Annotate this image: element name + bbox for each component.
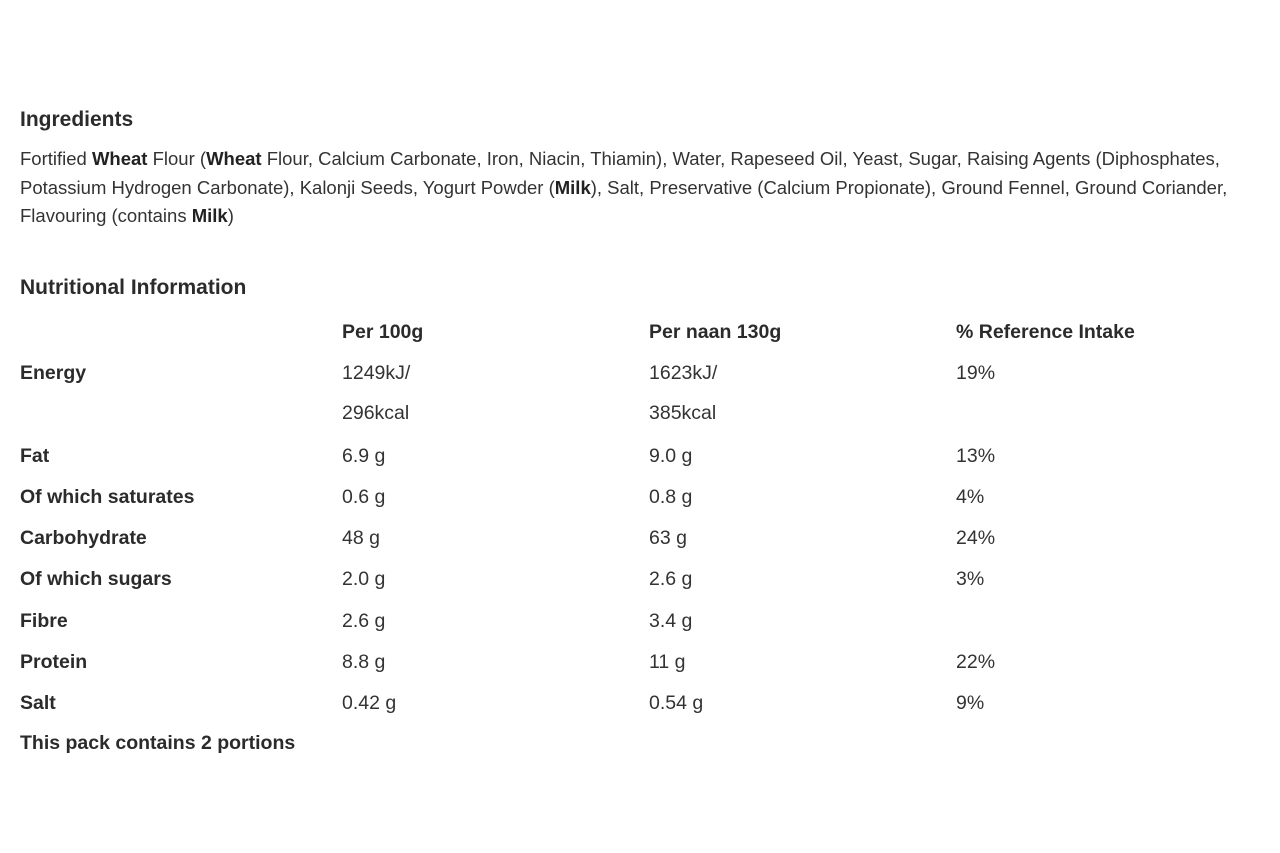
per-serving-value: 385kcal — [649, 402, 717, 424]
per-serving-value: 2.6 g — [649, 568, 693, 590]
ingredient-text: ) — [227, 205, 234, 226]
per-100g-value: 0.42 g — [342, 692, 397, 714]
ingredients-text — [20, 145, 1275, 231]
per-100g-value: 2.6 g — [342, 610, 386, 632]
column-header-reference-intake: % Reference Intake — [956, 321, 1135, 343]
per-serving-value: 63 g — [649, 527, 687, 549]
nutrient-label: Protein — [20, 651, 88, 673]
reference-intake-value: 13% — [956, 445, 996, 467]
per-serving-value: 0.54 g — [649, 692, 704, 714]
per-serving-value: 0.8 g — [649, 486, 693, 508]
allergen-text: Milk — [191, 205, 228, 226]
nutrition-heading: Nutritional Information — [20, 276, 247, 299]
per-100g-value: 0.6 g — [342, 486, 386, 508]
nutrient-label: Of which sugars — [20, 568, 172, 590]
allergen-text: Wheat — [206, 148, 262, 169]
allergen-text: Wheat — [91, 148, 148, 169]
nutrient-label: Salt — [20, 692, 56, 714]
reference-intake-value: 24% — [956, 527, 996, 549]
per-serving-value: 11 g — [649, 651, 686, 673]
reference-intake-value: 22% — [956, 651, 996, 673]
per-serving-value: 1623kJ/ — [649, 362, 718, 384]
per-100g-value: 48 g — [342, 527, 380, 549]
allergen-text: Milk — [554, 176, 591, 198]
nutrient-label: Of which saturates — [20, 486, 195, 508]
column-header-per-serving: Per naan 130g — [649, 321, 782, 343]
nutrient-label: Energy — [20, 362, 87, 384]
ingredient-text: ), Salt, Preservative (Calcium Propionate), Ground Fennel, Ground Coriander, Flavouring (contains — [20, 176, 1228, 226]
nutrient-label: Carbohydrate — [20, 527, 147, 549]
ingredient-text: Flour, Calcium Carbonate, Iron, Niacin, Thiamin), Water, Rapeseed Oil, Yeast, Sugar, Raising Agents (Diphosphates, Potassium Hydrogen Carbonate), Kalonji Seeds, Yogurt Powder ( — [20, 148, 1220, 198]
ingredient-text: Fortified — [20, 148, 92, 169]
reference-intake-value: 3% — [956, 568, 985, 590]
per-100g-value: 8.8 g — [342, 651, 386, 673]
per-100g-value: 1249kJ/ — [342, 362, 411, 384]
ingredient-text: Flour ( — [147, 148, 207, 169]
ingredients-heading: Ingredients — [20, 108, 134, 131]
per-100g-value: 2.0 g — [342, 568, 386, 590]
reference-intake-value: 19% — [956, 362, 996, 384]
per-serving-value: 3.4 g — [649, 610, 693, 632]
per-100g-value: 296kcal — [342, 402, 410, 424]
nutrient-label: Fat — [20, 445, 50, 467]
per-100g-value: 6.9 g — [342, 445, 386, 467]
per-serving-value: 9.0 g — [649, 445, 693, 467]
portions-footnote: This pack contains 2 portions — [20, 732, 296, 754]
reference-intake-value: 9% — [956, 692, 985, 714]
nutrient-label: Fibre — [20, 610, 68, 632]
column-header-per-100g: Per 100g — [342, 321, 424, 343]
reference-intake-value: 4% — [956, 486, 985, 508]
